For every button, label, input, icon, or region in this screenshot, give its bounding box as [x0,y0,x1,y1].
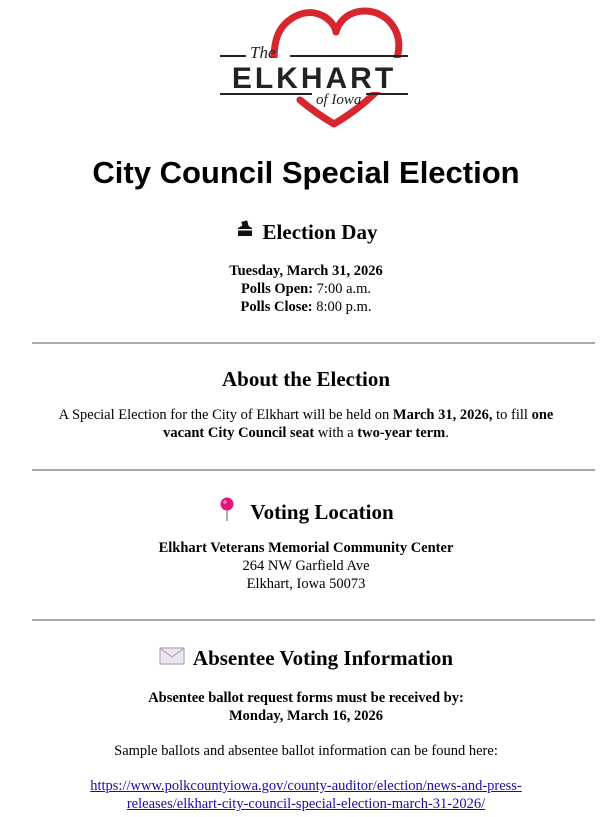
divider [32,619,595,621]
logo-sub: of Iowa [316,92,362,108]
voting-location-details [0,539,612,593]
polls-close-time: 8:00 p.m. [316,299,372,315]
about-term: two-year term [357,425,446,441]
election-day-heading [0,219,612,245]
absentee-title: Absentee Voting Information [192,646,454,670]
about-heading [0,366,612,392]
page-title: City Council Special Election [92,155,520,190]
election-day-details [0,262,612,316]
election-date: Tuesday, March 31, 2026 [229,263,383,279]
absentee-info [0,742,612,760]
absentee-info-link-line1[interactable]: https://www.polkcountyiowa.gov/county-auditor/election/news-and-press- [90,778,522,794]
election-day-title: Election Day [262,220,378,244]
absentee-info-text: Sample ballots and absentee ballot information can be found here: [114,743,498,759]
voting-location-title: Voting Location [250,500,394,524]
venue-city: Elkhart, Iowa 50073 [246,576,366,592]
about-text-1: A Special Election for the City of Elkhart will be held on [58,407,393,423]
about-text-4: . [445,425,449,441]
elkhart-logo [216,6,412,128]
absentee-heading [0,645,612,671]
polls-open-time: 7:00 a.m. [316,281,372,297]
ballot-box-icon [235,219,255,245]
polls-open-label: Polls Open: [240,281,314,297]
polls-open-row [0,280,612,298]
about-title: About the Election [222,367,390,391]
about-date: March 31, 2026, [392,407,493,423]
divider [32,469,595,471]
venue-street: 264 NW Garfield Ave [242,558,370,574]
deadline-label: Absentee ballot request forms must be received by: [148,690,464,706]
polls-close-label: Polls Close: [240,299,313,315]
about-text-2: to fill [492,407,532,423]
logo-name: ELKHART [231,62,397,95]
absentee-link-block [0,777,612,813]
absentee-info-link-line2[interactable]: releases/elkhart-city-council-special-election-march-31-2026/ [126,796,486,812]
polls-close-row [0,298,612,316]
absentee-deadline [0,689,612,725]
about-seat-a: one [531,407,554,423]
about-text-3: with a [314,425,358,441]
deadline-date: Monday, March 16, 2026 [229,708,383,724]
logo-the: The [250,43,276,62]
about-seat-b: vacant City Council seat [163,425,315,441]
pushpin-icon [218,496,236,528]
divider [32,342,595,344]
envelope-icon [159,645,185,671]
about-paragraph [0,406,612,442]
voting-location-heading [0,496,612,528]
venue-name: Elkhart Veterans Memorial Community Center [158,540,454,556]
